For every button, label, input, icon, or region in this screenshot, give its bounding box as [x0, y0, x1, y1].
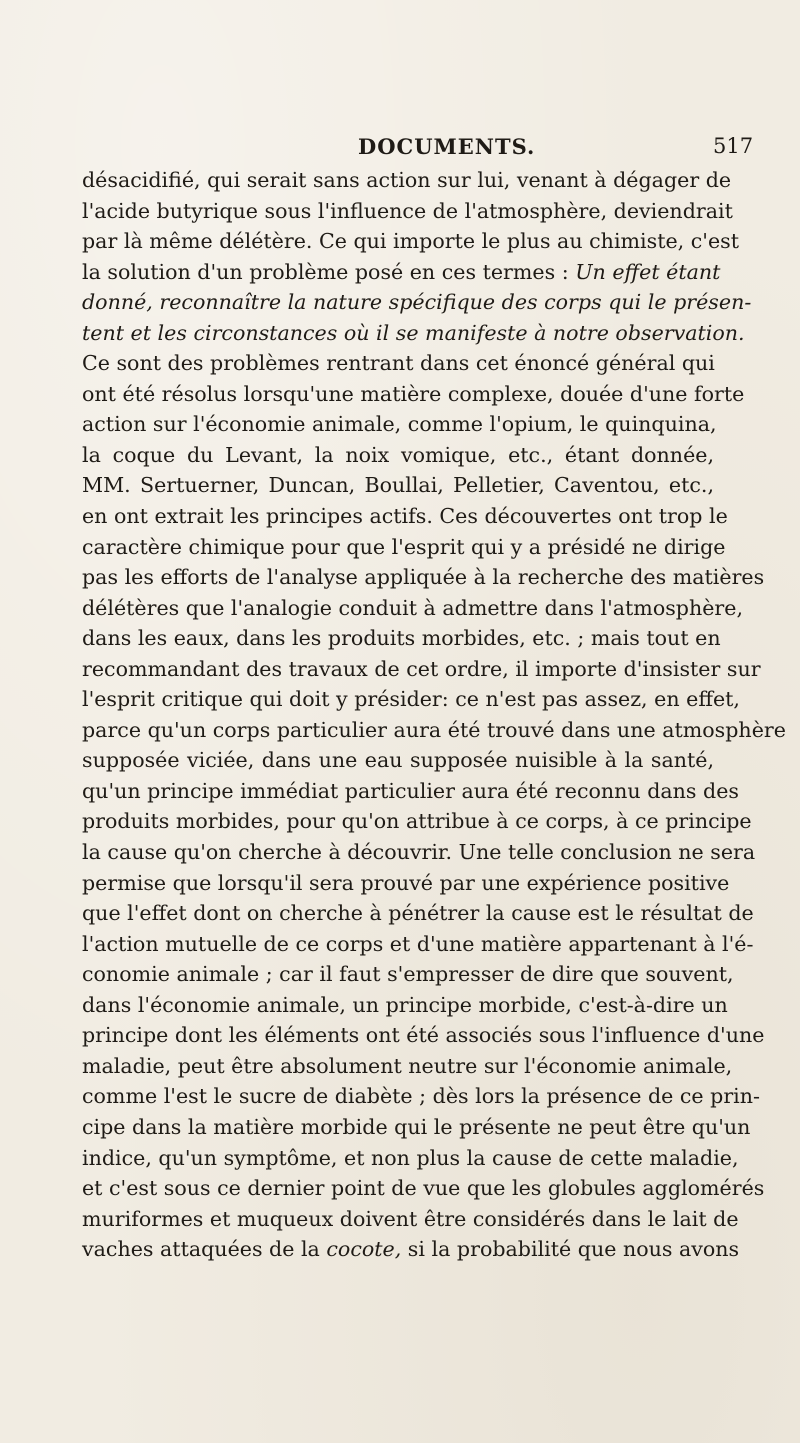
running-head [0, 134, 800, 164]
text-line: caractère chimique pour que l'esprit qui y a présidé ne dirige [82, 534, 726, 559]
text-line: recommandant des travaux de cet ordre, il importe d'insister sur [82, 656, 761, 681]
text-line: permise que lorsqu'il sera prouvé par une expérience positive [82, 870, 730, 895]
text-line: par là même délétère. Ce qui importe le plus au chimiste, c'est [82, 229, 739, 254]
text-line: et c'est sous ce dernier point de vue que les globules agglomérés [82, 1176, 765, 1201]
page-number: 517 [713, 134, 754, 158]
text-line: cipe dans la matière morbide qui le présente ne peut être qu'un [82, 1114, 751, 1139]
text-line: comme l'est le sucre de diabète ; dès lors la présence de ce prin- [82, 1084, 760, 1109]
text-line: principe dont les éléments ont été associés sous l'influence d'une [82, 1023, 765, 1048]
text-line: l'esprit critique qui doit y présider: ce n'est pas assez, en effet, [82, 687, 740, 712]
running-title: DOCUMENTS. [358, 134, 536, 159]
text-line: produits morbides, pour qu'on attribue à ce corps, à ce principe [82, 809, 752, 834]
italic-phrase: tent et les circonstances où il se manifeste à notre observation. [82, 320, 745, 345]
text-line: la coque du Levant, la noix vomique, etc., étant donnée, [82, 442, 714, 467]
text-line: ont été résolus lorsqu'une matière complexe, douée d'une forte [82, 381, 745, 406]
body-text [82, 165, 786, 1265]
text-line: supposée viciée, dans une eau supposée nuisible à la santé, [82, 748, 714, 773]
text-line: indice, qu'un symptôme, et non plus la cause de cette maladie, [82, 1145, 739, 1170]
text-line: vaches attaquées de la cocote, si la probabilité que nous avons [82, 1237, 740, 1262]
text-line: l'action mutuelle de ce corps et d'une matière appartenant à l'é- [82, 931, 754, 956]
text-line: muriformes et muqueux doivent être considérés dans le lait de [82, 1206, 739, 1231]
text-line [82, 318, 745, 349]
text-line: dans l'économie animale, un principe morbide, c'est-à-dire un [82, 992, 728, 1017]
text-line: conomie animale ; car il faut s'empresser de dire que souvent, [82, 962, 734, 987]
italic-phrase: donné, reconnaître la nature spécifique des corps qui le présen- [82, 290, 752, 315]
text-line: la solution d'un problème posé en ces termes : Un effet étant [82, 259, 721, 284]
text-line: qu'un principe immédiat particulier aura été reconnu dans des [82, 778, 739, 803]
text-line: désacidifié, qui serait sans action sur lui, venant à dégager de [82, 168, 732, 192]
text-line: Ce sont des problèmes rentrant dans cet énoncé général qui [82, 351, 715, 376]
text-line: maladie, peut être absolument neutre sur l'économie animale, [82, 1053, 733, 1078]
text-line: que l'effet dont on cherche à pénétrer la cause est le résultat de [82, 901, 754, 926]
text-line: dans les eaux, dans les produits morbides, etc. ; mais tout en [82, 626, 721, 651]
text-line: délétères que l'analogie conduit à admettre dans l'atmosphère, [82, 595, 744, 620]
text-line: la cause qu'on cherche à découvrir. Une telle conclusion ne sera [82, 840, 756, 865]
text-line: en ont extrait les principes actifs. Ces découvertes ont trop le [82, 504, 728, 529]
text-line: MM. Sertuerner, Duncan, Boullai, Pelletier, Caventou, etc., [82, 473, 714, 498]
text-line: parce qu'un corps particulier aura été trouvé dans une atmosphère [82, 717, 786, 742]
text-line [82, 287, 752, 318]
text-line: pas les efforts de l'analyse appliquée à la recherche des matières [82, 565, 765, 590]
text-line: action sur l'économie animale, comme l'opium, le quinquina, [82, 412, 717, 437]
text-line: l'acide butyrique sous l'influence de l'atmosphère, deviendrait [82, 198, 733, 223]
italic-phrase: Un effet étant [575, 259, 721, 284]
italic-phrase: cocote, [326, 1237, 402, 1262]
